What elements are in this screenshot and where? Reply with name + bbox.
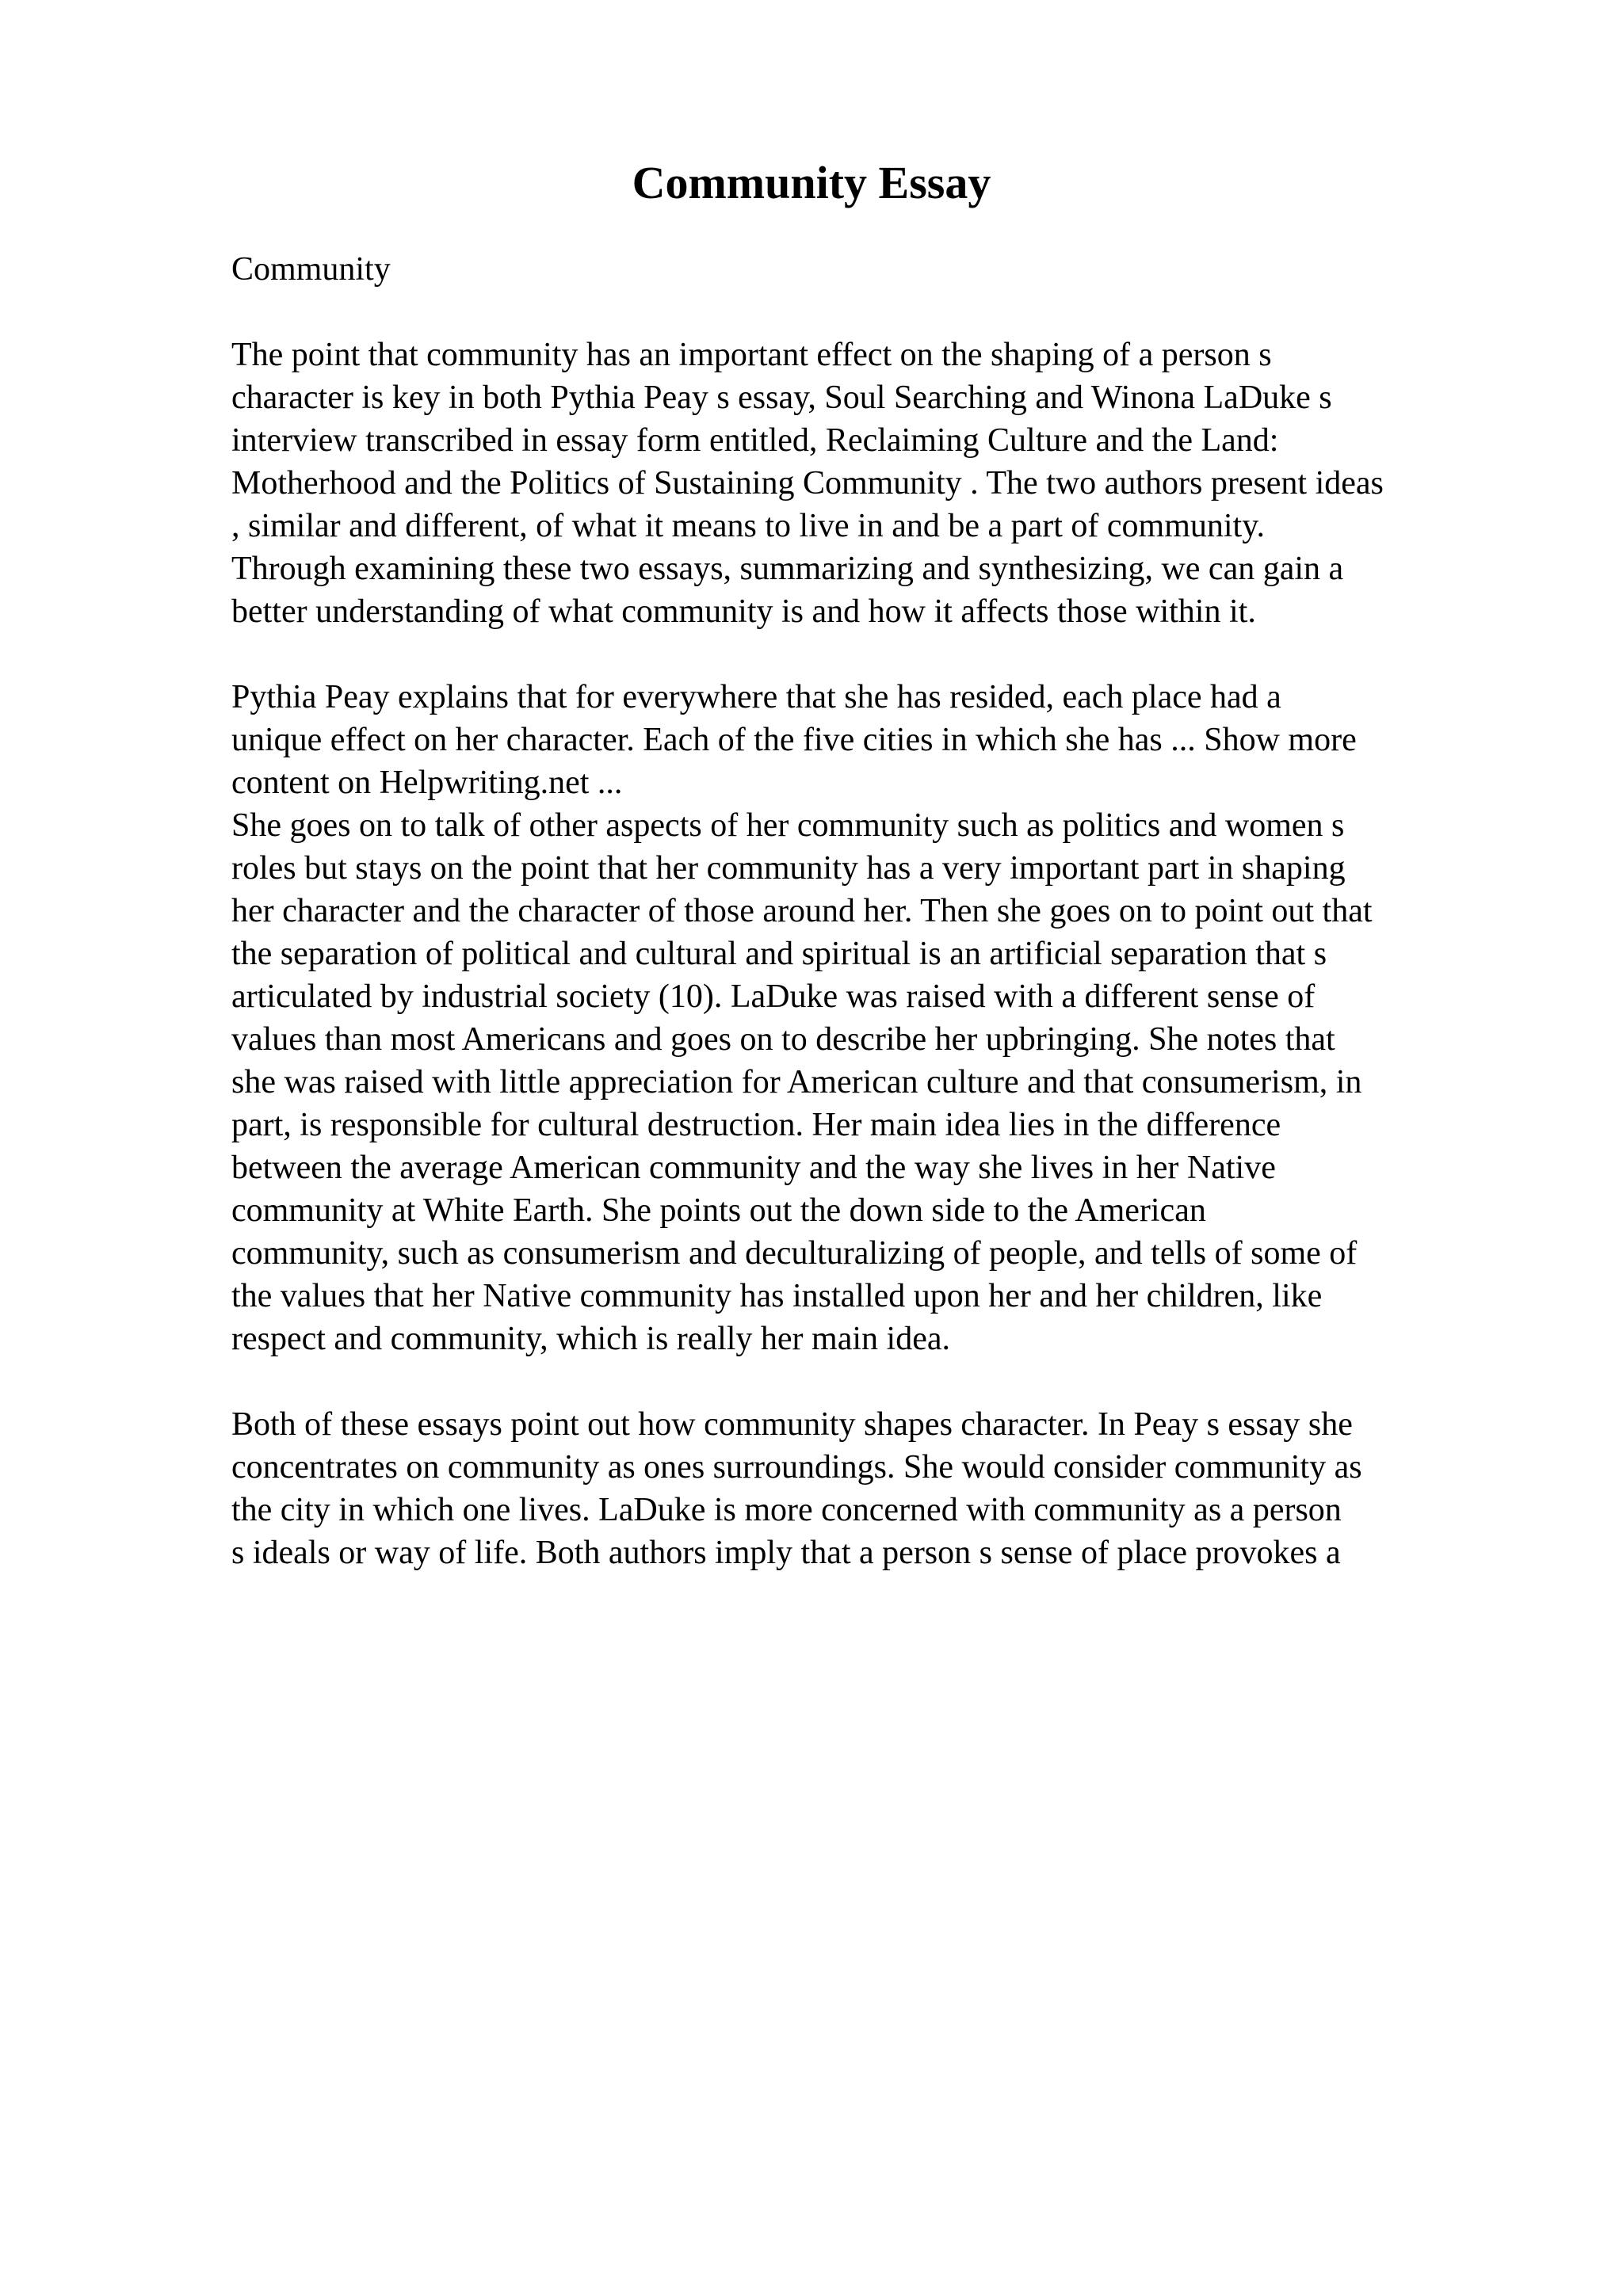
paragraph-1-line-1: The point that community has an important effect on the shaping of a person s (231, 337, 1272, 373)
paragraph-2-line-3: content on Helpwriting.net ... (231, 765, 623, 801)
paragraph-2-line-14: community, such as consumerism and deculturalizing of people, and tells of some of (231, 1235, 1358, 1272)
paragraph-1-line-7: better understanding of what community is and how it affects those within it. (231, 593, 1256, 630)
paragraph-2-line-16: respect and community, which is really her main idea. (231, 1321, 950, 1357)
paragraph-2-line-2: unique effect on her character. Each of the five cities in which she has ... Show more (231, 722, 1357, 758)
paragraph-2-line-7: the separation of political and cultural and spiritual is an artificial separation that s (231, 936, 1327, 972)
paragraph-2-line-6: her character and the character of those around her. Then she goes on to point out that (231, 893, 1373, 929)
paragraph-1-line-2: character is key in both Pythia Peay s essay, Soul Searching and Winona LaDuke s (231, 379, 1332, 416)
paragraph-2-line-4: She goes on to talk of other aspects of her community such as politics and women s (231, 807, 1345, 844)
paragraph-2-line-8: articulated by industrial society (10). LaDuke was raised with a different sense of (231, 978, 1316, 1015)
paragraph-2-line-15: the values that her Native community has installed upon her and her children, like (231, 1278, 1323, 1314)
paragraph-2-line-5: roles but stays on the point that her community has a very important part in shaping (231, 850, 1346, 887)
paragraph-1-line-5: , similar and different, of what it means to live in and be a part of community. (231, 508, 1265, 544)
paragraph-1-line-3: interview transcribed in essay form entitled, Reclaiming Culture and the Land: (231, 422, 1279, 459)
heading-line: Community (231, 251, 391, 288)
paragraph-2-line-1: Pythia Peay explains that for everywhere that she has resided, each place had a (231, 679, 1281, 715)
paragraph-3-line-3: the city in which one lives. LaDuke is more concerned with community as a person (231, 1492, 1342, 1528)
paragraph-3-line-1: Both of these essays point out how community shapes character. In Peay s essay she (231, 1406, 1353, 1443)
paragraph-1-line-6: Through examining these two essays, summarizing and synthesizing, we can gain a (231, 551, 1344, 587)
document-title: Community Essay (632, 157, 991, 208)
paragraph-2-line-10: she was raised with little appreciation for American culture and that consumerism, in (231, 1064, 1362, 1100)
paragraph-2-line-12: between the average American community and the way she lives in her Native (231, 1150, 1276, 1186)
paragraph-2-line-9: values than most Americans and goes on to describe her upbringing. She notes that (231, 1021, 1335, 1058)
paragraph-2-line-11: part, is responsible for cultural destruction. Her main idea lies in the difference (231, 1107, 1281, 1143)
paragraph-3-line-2: concentrates on community as ones surroundings. She would consider community as (231, 1449, 1362, 1486)
paragraph-2-line-13: community at White Earth. She points out the down side to the American (231, 1192, 1206, 1229)
paragraph-3-line-4: s ideals or way of life. Both authors imply that a person s sense of place provokes a (231, 1535, 1341, 1571)
paragraph-1-line-4: Motherhood and the Politics of Sustaining Community . The two authors present ideas (231, 465, 1384, 502)
